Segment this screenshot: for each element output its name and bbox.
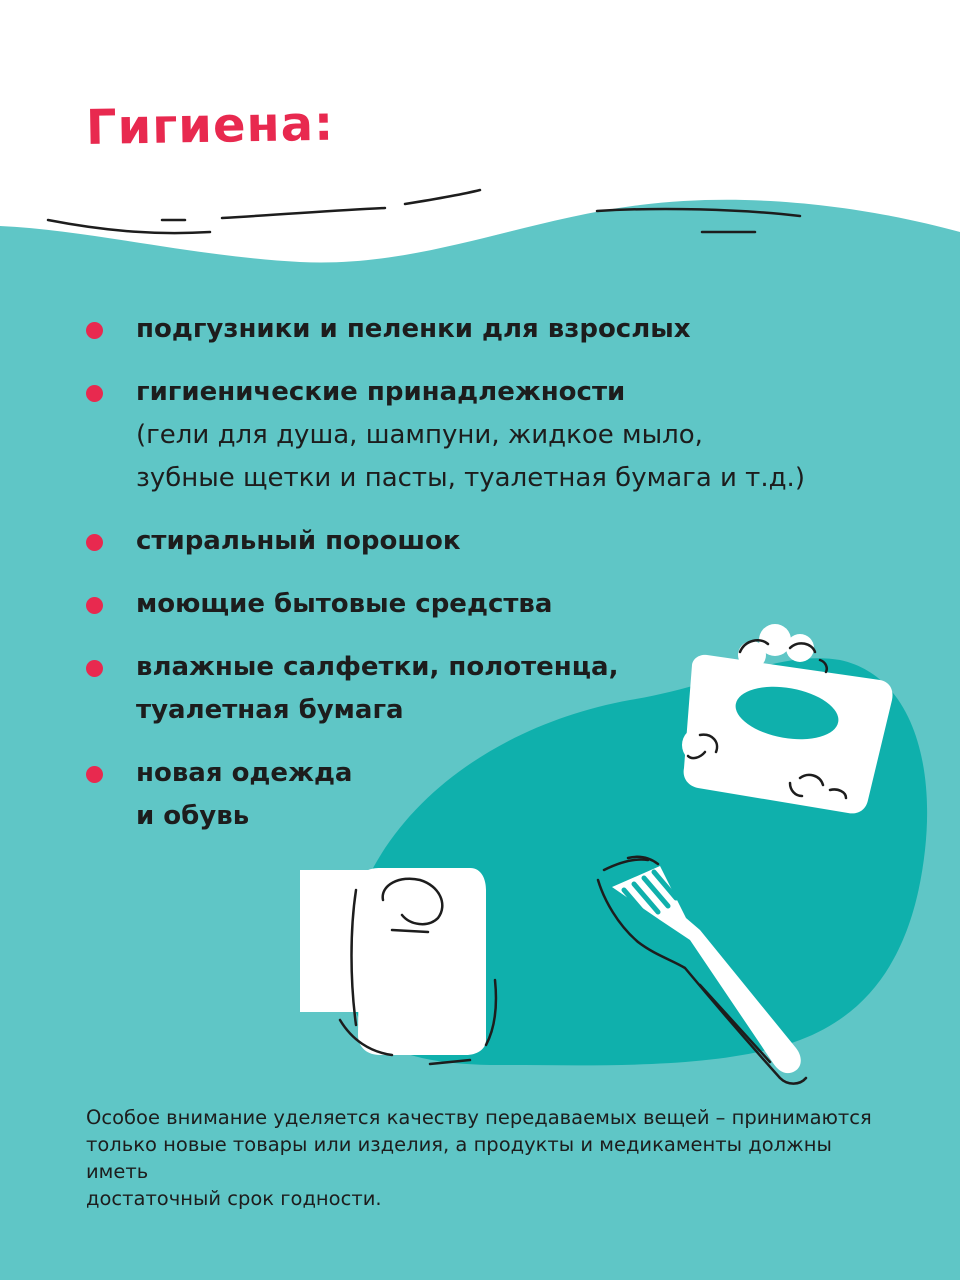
footnote-line: только новые товары или изделия, а продукты и медикаменты должны иметь	[86, 1133, 832, 1183]
hygiene-list	[86, 308, 886, 858]
bullet-dot	[86, 385, 103, 402]
item-label: подгузники и пеленки для взрослых	[136, 314, 691, 344]
item-label: стиральный порошок	[136, 526, 461, 556]
footnote	[86, 1104, 886, 1212]
footnote-line: достаточный срок годности.	[86, 1187, 382, 1210]
item-label: новая одежда	[136, 758, 353, 788]
page-title: Гигиена:	[85, 95, 335, 156]
list-item	[86, 583, 886, 626]
item-note: зубные щетки и пасты, туалетная бумага и т.д.)	[136, 463, 805, 493]
item-label: гигиенические принадлежности	[136, 377, 626, 407]
item-label: влажные салфетки, полотенца,	[136, 652, 619, 682]
item-note: (гели для душа, шампуни, жидкое мыло,	[136, 420, 703, 450]
bullet-dot	[86, 534, 103, 551]
list-item	[86, 308, 886, 351]
item-label: моющие бытовые средства	[136, 589, 553, 619]
list-item	[86, 646, 886, 732]
item-label: и обувь	[136, 801, 250, 831]
list-item	[86, 371, 886, 500]
list-item	[86, 520, 886, 563]
bullet-dot	[86, 322, 103, 339]
list-item	[86, 752, 886, 838]
item-label: туалетная бумага	[136, 695, 404, 725]
footnote-line: Особое внимание уделяется качеству передаваемых вещей – принимаются	[86, 1106, 872, 1129]
bullet-dot	[86, 660, 103, 677]
bullet-dot	[86, 597, 103, 614]
toilet-paper-icon	[300, 868, 496, 1064]
bullet-dot	[86, 766, 103, 783]
